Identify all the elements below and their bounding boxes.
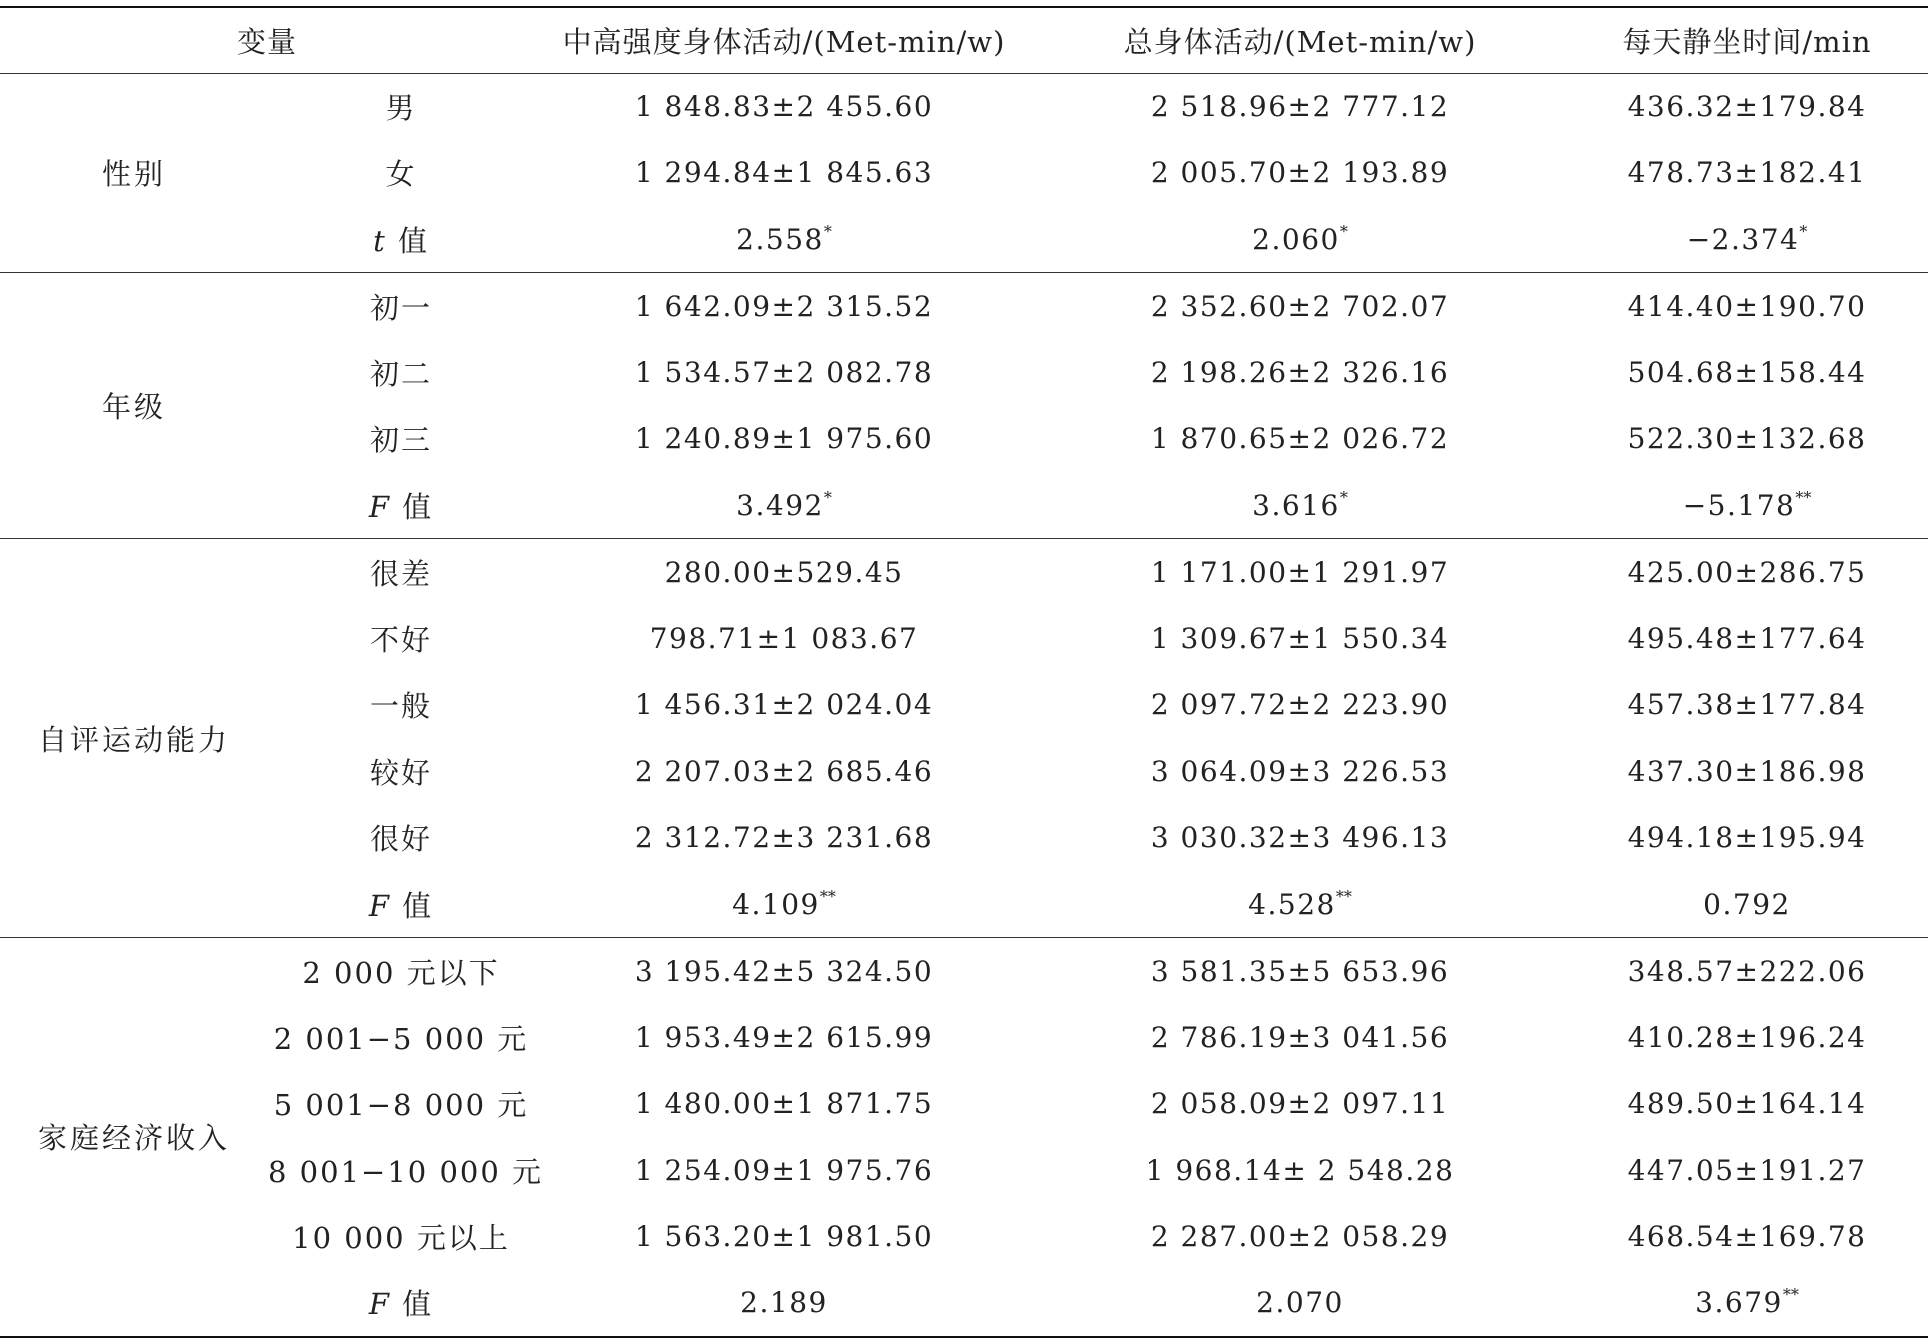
significance-marker: ** (1335, 886, 1352, 906)
cell-total-activity: 2 097.72±2 223.90 (1150, 688, 1450, 722)
stat-value: −5.178 (1682, 488, 1796, 522)
stat-value: 3.616 (1252, 488, 1340, 522)
stat-value: 4.109 (732, 887, 820, 921)
cell-mvpa: 280.00±529.45 (664, 555, 904, 589)
row-sublabel: 一般 (370, 689, 433, 724)
stat-label (268, 206, 534, 273)
table-row (0, 1204, 1928, 1271)
table-row (0, 73, 1928, 140)
stat-sedentary-time (1566, 472, 1928, 539)
cell-total-activity: 2 058.09±2 097.11 (1150, 1087, 1450, 1121)
significance-marker: ** (819, 886, 836, 906)
header-total-activity: 总身体活动/(Met-min/w) (1034, 7, 1566, 73)
header-variable: 变量 (0, 7, 534, 73)
cell-total-activity: 3 064.09±3 226.53 (1150, 754, 1450, 788)
cell-sedentary-time: 447.05±191.27 (1627, 1153, 1867, 1187)
table-row (0, 140, 1928, 207)
cell-mvpa: 1 563.20±1 981.50 (634, 1220, 934, 1254)
stat-symbol: F (368, 489, 391, 524)
cell-sedentary-time: 494.18±195.94 (1627, 821, 1867, 855)
stat-total-activity (1034, 871, 1566, 938)
cell-sedentary-time: 468.54±169.78 (1627, 1220, 1867, 1254)
stat-symbol: t (373, 223, 387, 258)
stat-value: −2.374 (1686, 222, 1800, 256)
stat-sedentary-time (1566, 1270, 1928, 1337)
cell-mvpa: 2 207.03±2 685.46 (634, 754, 934, 788)
cell-total-activity: 3 030.32±3 496.13 (1150, 821, 1450, 855)
cell-mvpa: 1 953.49±2 615.99 (634, 1020, 934, 1054)
cell-total-activity: 2 198.26±2 326.16 (1150, 355, 1450, 389)
stat-word: 值 (402, 1287, 434, 1322)
table-row (0, 738, 1928, 805)
cell-mvpa: 1 848.83±2 455.60 (634, 90, 934, 123)
significance-marker: * (823, 221, 832, 241)
header-mvpa: 中高强度身体活动/(Met-min/w) (534, 7, 1034, 73)
table-row (0, 339, 1928, 406)
table-row (0, 672, 1928, 739)
stat-value: 3.679 (1695, 1286, 1783, 1320)
stat-symbol: F (368, 1287, 391, 1322)
cell-mvpa: 1 534.57±2 082.78 (634, 355, 934, 389)
cell-mvpa: 798.71±1 083.67 (649, 621, 919, 655)
cell-sedentary-time: 437.30±186.98 (1627, 754, 1867, 788)
cell-sedentary-time: 348.57±222.06 (1627, 954, 1867, 988)
row-sublabel: 很好 (370, 822, 433, 857)
significance-marker: ** (1782, 1285, 1799, 1305)
cell-mvpa: 1 294.84±1 845.63 (634, 156, 934, 190)
stat-mvpa (534, 206, 1034, 273)
significance-marker: * (1799, 221, 1808, 241)
table-row (0, 1071, 1928, 1138)
results-table-container (0, 6, 1928, 1338)
table-row (0, 273, 1928, 340)
cell-sedentary-time: 504.68±158.44 (1627, 355, 1867, 389)
cell-total-activity: 2 786.19±3 041.56 (1150, 1020, 1450, 1054)
stat-word: 值 (402, 489, 434, 524)
table-body (0, 73, 1928, 1337)
stat-value: 2.189 (740, 1286, 828, 1320)
cell-mvpa: 1 456.31±2 024.04 (634, 688, 934, 722)
stat-label (268, 472, 534, 539)
results-table (0, 6, 1928, 1338)
stat-total-activity (1034, 206, 1566, 273)
table-header-row (0, 7, 1928, 73)
stat-row (0, 1270, 1928, 1337)
group-label: 家庭经济收入 (0, 938, 268, 1337)
cell-mvpa: 1 240.89±1 975.60 (634, 422, 934, 456)
row-sublabel: 2 000 元以下 (302, 955, 500, 990)
cell-total-activity: 1 968.14± 2 548.28 (1145, 1153, 1455, 1187)
stat-mvpa (534, 472, 1034, 539)
row-sublabel: 初一 (370, 290, 433, 325)
row-sublabel: 5 001−8 000 元 (273, 1088, 529, 1123)
stat-value: 2.558 (736, 222, 824, 256)
row-sublabel: 不好 (370, 622, 433, 657)
stat-value: 0.792 (1703, 887, 1791, 921)
cell-mvpa: 1 642.09±2 315.52 (634, 289, 934, 323)
significance-marker: ** (1795, 487, 1812, 507)
cell-total-activity: 1 171.00±1 291.97 (1150, 555, 1450, 589)
stat-value: 2.070 (1256, 1286, 1344, 1320)
cell-total-activity: 1 870.65±2 026.72 (1150, 422, 1450, 456)
row-sublabel: 较好 (370, 755, 433, 790)
stat-label (268, 871, 534, 938)
table-row (0, 539, 1928, 606)
stat-symbol: F (368, 888, 391, 923)
significance-marker: * (823, 487, 832, 507)
cell-total-activity: 2 005.70±2 193.89 (1150, 156, 1450, 190)
cell-mvpa: 1 480.00±1 871.75 (634, 1087, 934, 1121)
cell-mvpa: 3 195.42±5 324.50 (634, 954, 934, 988)
row-sublabel: 很差 (370, 556, 433, 591)
table-row (0, 938, 1928, 1005)
stat-word: 值 (397, 223, 429, 258)
cell-mvpa: 1 254.09±1 975.76 (634, 1153, 934, 1187)
row-sublabel: 女 (385, 157, 417, 192)
cell-total-activity: 2 352.60±2 702.07 (1150, 289, 1450, 323)
stat-word: 值 (402, 888, 434, 923)
table-row (0, 1137, 1928, 1204)
table-row (0, 406, 1928, 473)
cell-sedentary-time: 410.28±196.24 (1627, 1020, 1867, 1054)
cell-sedentary-time: 436.32±179.84 (1627, 90, 1867, 123)
cell-total-activity: 1 309.67±1 550.34 (1150, 621, 1450, 655)
stat-label (268, 1270, 534, 1337)
stat-row (0, 206, 1928, 273)
stat-row (0, 871, 1928, 938)
group-label: 年级 (0, 273, 268, 539)
row-sublabel: 10 000 元以上 (292, 1221, 510, 1256)
cell-sedentary-time: 457.38±177.84 (1627, 688, 1867, 722)
cell-sedentary-time: 489.50±164.14 (1627, 1087, 1867, 1121)
significance-marker: * (1339, 221, 1348, 241)
cell-total-activity: 2 287.00±2 058.29 (1150, 1220, 1450, 1254)
row-sublabel: 8 001−10 000 元 (268, 1154, 544, 1189)
stat-value: 4.528 (1248, 887, 1336, 921)
stat-total-activity (1034, 1270, 1566, 1337)
stat-sedentary-time (1566, 871, 1928, 938)
cell-total-activity: 2 518.96±2 777.12 (1150, 90, 1450, 123)
stat-value: 2.060 (1252, 222, 1340, 256)
significance-marker: * (1339, 487, 1348, 507)
cell-sedentary-time: 425.00±286.75 (1627, 555, 1867, 589)
row-sublabel: 2 001−5 000 元 (273, 1021, 529, 1056)
table-row (0, 805, 1928, 872)
stat-mvpa (534, 871, 1034, 938)
stat-mvpa (534, 1270, 1034, 1337)
row-sublabel: 男 (385, 91, 417, 125)
group-label: 性别 (0, 73, 268, 273)
cell-mvpa: 2 312.72±3 231.68 (634, 821, 934, 855)
stat-sedentary-time (1566, 206, 1928, 273)
row-sublabel: 初二 (370, 356, 433, 391)
stat-value: 3.492 (736, 488, 824, 522)
cell-total-activity: 3 581.35±5 653.96 (1150, 954, 1450, 988)
header-sedentary-time: 每天静坐时间/min (1566, 7, 1928, 73)
cell-sedentary-time: 522.30±132.68 (1627, 422, 1867, 456)
stat-total-activity (1034, 472, 1566, 539)
stat-row (0, 472, 1928, 539)
table-row (0, 1004, 1928, 1071)
row-sublabel: 初三 (370, 423, 433, 458)
group-label: 自评运动能力 (0, 539, 268, 938)
cell-sedentary-time: 414.40±190.70 (1627, 289, 1867, 323)
cell-sedentary-time: 478.73±182.41 (1627, 156, 1867, 190)
table-row (0, 605, 1928, 672)
cell-sedentary-time: 495.48±177.64 (1627, 621, 1867, 655)
